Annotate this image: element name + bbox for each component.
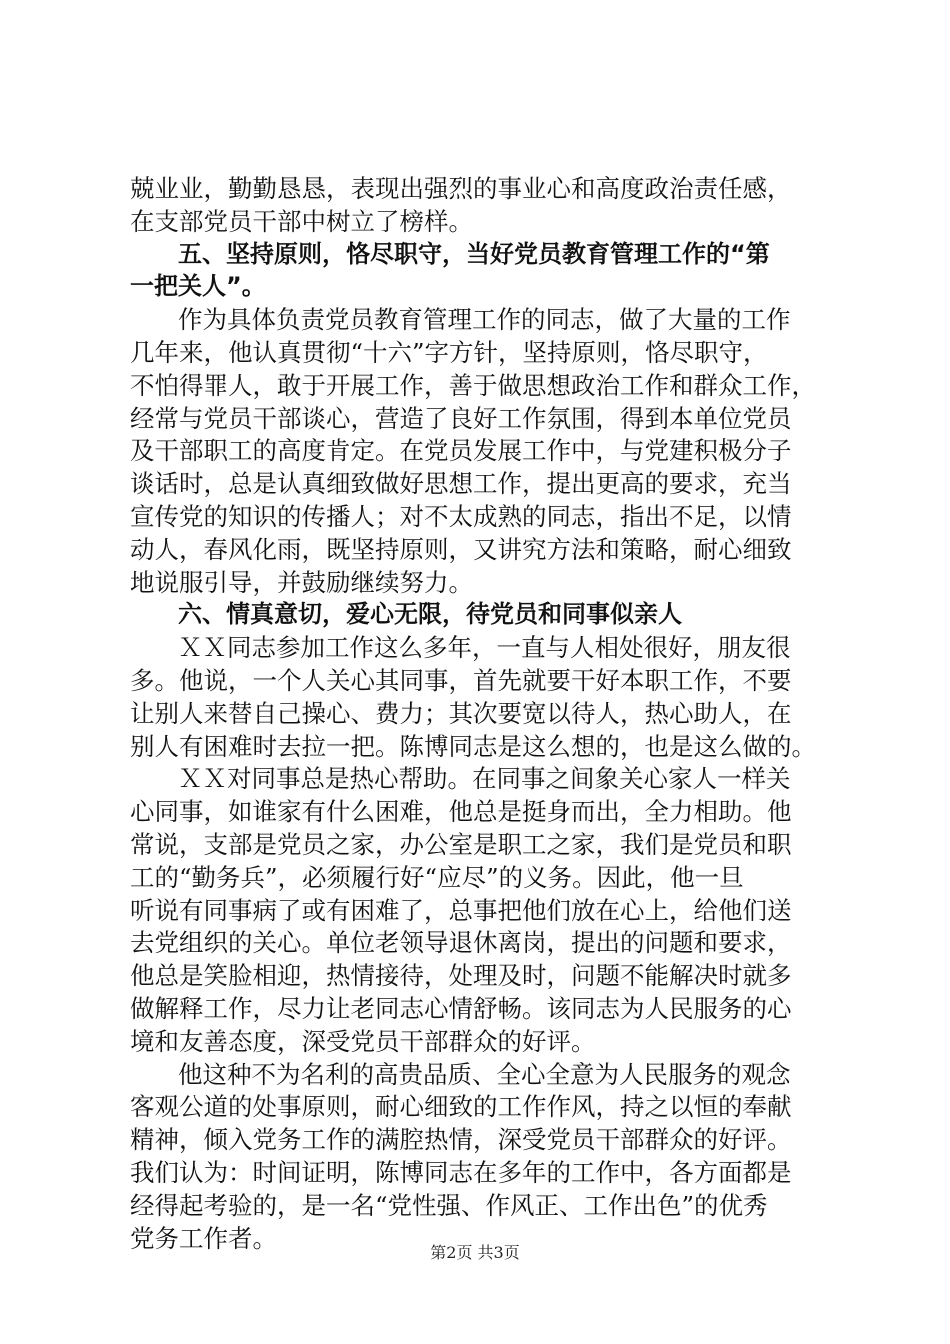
body-text-line: 我们认为：时间证明，陈博同志在多年的工作中，各方面都是 — [130, 1158, 792, 1187]
body-text-line: 工的“勤务兵”，必须履行好“应尽”的义务。因此，他一旦 — [130, 862, 744, 892]
body-text-line: 境和友善态度，深受党员干部群众的好评。 — [130, 1026, 596, 1056]
section-heading-6: 六、情真意切，爱心无限，待党员和同事似亲人 — [178, 600, 682, 629]
body-text-line: 动人，春风化雨，既坚持原则，又讲究方法和策略，耐心细致 — [130, 534, 792, 564]
body-text-line-last: 党务工作者。 — [130, 1223, 277, 1253]
body-text-line: 不怕得罪人，敢于开展工作，善于做思想政治工作和群众工作， — [130, 370, 816, 400]
body-text-line: 兢业业，勤勤恳恳，表现出强烈的事业心和高度政治责任感， — [130, 174, 792, 203]
paragraph-start: 作为具体负责党员教育管理工作的同志，做了大量的工作 — [178, 305, 791, 335]
body-text-line: 几年来，他认真贯彻“十六”字方针，坚持原则，恪尽职守， — [130, 338, 768, 367]
body-text-line: 别人有困难时去拉一把。陈博同志是这么想的，也是这么做的。 — [130, 731, 816, 761]
body-text-line: 去党组织的关心。单位老领导退休离岗，提出的问题和要求， — [130, 928, 792, 958]
body-text-line: 谈话时，总是认真细致做好思想工作，提出更高的要求，充当 — [130, 469, 792, 499]
body-text-line: 多。他说，一个人关心其同事，首先就要干好本职工作，不要 — [130, 666, 792, 695]
body-text-line: 他总是笑脸相迎，热情接待，处理及时，问题不能解决时就多 — [130, 961, 792, 991]
paragraph-start: ＸＸ同志参加工作这么多年，一直与人相处很好，朋友很 — [178, 633, 791, 663]
body-text-line: 在支部党员干部中树立了榜样。 — [130, 206, 473, 236]
body-text-line: 做解释工作，尽力让老同志心情舒畅。该同志为人民服务的心 — [130, 994, 792, 1023]
body-text-line: 精神，倾入党务工作的满腔热情，深受党员干部群众的好评。 — [130, 1125, 792, 1155]
body-text-line: 地说服引导，并鼓励继续努力。 — [130, 567, 473, 597]
body-text-line: 让别人来替自己操心、费力；其次要宽以待人，热心助人，在 — [130, 698, 792, 728]
paragraph-start: 他这种不为名利的高贵品质、全心全意为人民服务的观念 — [178, 1059, 791, 1089]
body-text-line: 宣传党的知识的传播人；对不太成熟的同志，指出不足，以情 — [130, 502, 792, 531]
body-text-line: 常说，支部是党员之家，办公室是职工之家，我们是党员和职 — [130, 830, 792, 859]
section-heading-5-continued: 一把关人”。 — [130, 272, 266, 301]
body-text-line: 经常与党员干部谈心，营造了良好工作氛围，得到本单位党员 — [130, 403, 792, 433]
body-text-line: 听说有同事病了或有困难了，总事把他们放在心上，给他们送 — [130, 895, 792, 925]
body-text-line: 心同事，如谁家有什么困难，他总是挺身而出，全力相助。他 — [130, 797, 792, 827]
body-text-line: 及干部职工的高度肯定。在党员发展工作中，与党建积极分子 — [130, 436, 792, 466]
body-text-line: 客观公道的处事原则，耐心细致的工作作风，持之以恒的奉献 — [130, 1092, 792, 1122]
body-text-line: 经得起考验的，是一名“党性强、作风正、工作出色”的优秀 — [130, 1190, 768, 1220]
page-footer: 第2页 共3页 — [430, 1243, 520, 1262]
section-heading-5: 五、坚持原则，恪尽职守，当好党员教育管理工作的“第 — [178, 239, 770, 268]
paragraph-start: ＸＸ对同事总是热心帮助。在同事之间象关心家人一样关 — [178, 764, 791, 794]
